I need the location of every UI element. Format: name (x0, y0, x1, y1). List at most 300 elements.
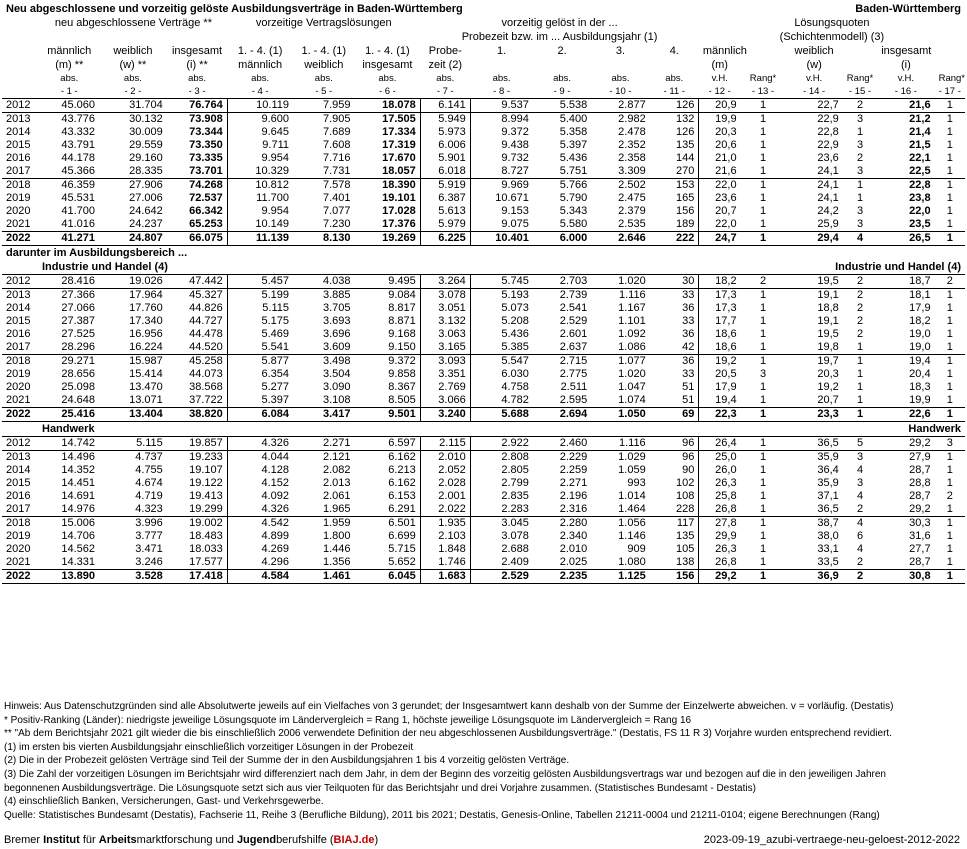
table-row (2, 543, 965, 556)
value-cell: 2.025 (559, 556, 588, 568)
column-header: 1. - 4. (1) (365, 44, 410, 57)
value-cell: 138 (676, 556, 695, 568)
value-cell: 1 (759, 165, 767, 177)
value-cell: 44.520 (189, 341, 223, 353)
column-header: abs. (378, 73, 397, 84)
column-header: (i) ** (186, 58, 208, 71)
value-cell: 33,5 (817, 556, 839, 568)
value-cell: 5.457 (227, 275, 293, 289)
value-cell: 22,6 (877, 408, 934, 422)
value-cell: 2.646 (591, 232, 649, 246)
value-cell: 2.052 (420, 464, 470, 477)
value-cell: 2.529 (559, 315, 588, 327)
value-cell: 30.132 (99, 113, 167, 127)
column-header: - 12 - (708, 86, 731, 97)
value-cell: 9.495 (355, 275, 421, 289)
value-cell: 3.351 (420, 368, 470, 381)
value-cell: 3 (856, 477, 864, 489)
value-cell: 1.029 (591, 451, 649, 465)
table-row (2, 232, 965, 246)
value-cell: 19.107 (189, 464, 223, 476)
column-header: abs. (492, 73, 511, 84)
value-cell: 29,9 (699, 530, 741, 543)
column-header: - 11 - (663, 86, 686, 97)
value-cell: 23,5 (909, 218, 931, 230)
value-cell: 7.401 (323, 192, 351, 204)
value-cell: 1 (741, 113, 786, 127)
value-cell: 9.954 (227, 205, 293, 218)
value-cell: 3.996 (99, 517, 167, 531)
value-cell: 14.976 (61, 503, 95, 515)
column-header: zeit (2) (428, 58, 463, 71)
value-cell: 66.342 (189, 205, 223, 217)
value-cell: 29,2 (877, 437, 934, 451)
value-cell: 22,3 (699, 408, 741, 422)
value-cell: 1 (759, 477, 767, 489)
value-cell: 3.165 (420, 341, 470, 355)
value-cell: 2.541 (559, 302, 588, 314)
value-cell: 1 (946, 530, 953, 542)
value-cell: 19.233 (167, 451, 228, 465)
value-cell: 21,6 (877, 99, 934, 113)
year-cell: 2012 (2, 275, 40, 289)
table-row (2, 179, 965, 193)
value-cell: 2.982 (591, 113, 649, 127)
section-heading-row (2, 260, 965, 275)
value-cell: 3.696 (323, 328, 351, 340)
value-cell: 20,7 (817, 394, 839, 406)
value-cell: 7.905 (293, 113, 355, 127)
value-cell: 5.745 (470, 275, 533, 289)
value-cell: 28.296 (61, 341, 95, 353)
value-cell: 30,8 (877, 570, 934, 584)
value-cell: 73.344 (189, 126, 223, 138)
value-cell: 2.475 (618, 192, 646, 204)
value-cell: 29.271 (40, 355, 99, 369)
value-cell: 1 (741, 355, 786, 369)
value-cell: 4.758 (470, 381, 533, 394)
value-cell: 27.006 (129, 192, 163, 204)
value-cell: 3.528 (99, 570, 167, 584)
value-cell: 4.044 (227, 451, 293, 465)
value-cell: 4 (843, 232, 877, 246)
value-cell: 2.922 (470, 437, 533, 451)
value-cell: 11.139 (227, 232, 293, 246)
value-cell: 5.073 (470, 302, 533, 315)
year-cell: 2020 (6, 205, 31, 217)
value-cell: 1 (759, 530, 767, 542)
value-cell: 2.115 (420, 437, 470, 451)
value-cell: 17,3 (699, 289, 741, 303)
value-cell: 2 (946, 490, 953, 502)
value-cell: 5.397 (227, 394, 293, 408)
value-cell: 19.026 (99, 275, 167, 289)
value-cell: 24.807 (99, 232, 167, 246)
year-cell: 2018 (2, 179, 40, 193)
value-cell: 1 (935, 232, 965, 246)
value-cell: 19,0 (909, 341, 931, 353)
value-cell: 105 (676, 543, 695, 555)
value-cell: 6.354 (227, 368, 293, 381)
value-cell: 76.764 (167, 99, 228, 113)
value-cell: 17.505 (355, 113, 421, 127)
value-cell: 1.116 (591, 437, 649, 451)
value-cell: 165 (676, 192, 695, 204)
value-cell: 38,0 (817, 530, 839, 542)
value-cell: 1.092 (618, 328, 646, 340)
value-cell: 26,3 (699, 477, 741, 490)
year-cell: 2020 (6, 543, 31, 555)
column-header: - 15 - (848, 86, 872, 97)
value-cell: 21,5 (909, 139, 931, 151)
footer-link[interactable]: BIAJ.de (333, 834, 375, 846)
footnote: (4) einschließlich Banken, Versicherungen, Gast- und Verkehrsgewerbe. (4, 796, 324, 808)
section-label: Handwerk (42, 422, 95, 435)
value-cell: 9.645 (227, 126, 293, 139)
value-cell: 4.326 (227, 503, 293, 517)
value-cell: 4.269 (227, 543, 293, 556)
value-cell: 36,4 (817, 464, 839, 476)
value-cell: 1 (856, 126, 864, 138)
value-cell: 44.073 (189, 368, 223, 380)
value-cell: 1 (946, 139, 953, 151)
value-cell: 2 (856, 302, 864, 314)
value-cell: 1 (946, 464, 953, 476)
value-cell: 1 (741, 437, 786, 451)
value-cell: 23,6 (817, 152, 839, 164)
value-cell: 26,5 (877, 232, 934, 246)
value-cell: 28,7 (909, 556, 931, 568)
column-header: - 9 - (553, 86, 571, 97)
year-cell: 2015 (6, 477, 31, 489)
value-cell: 6.597 (355, 437, 421, 451)
column-header: abs. (665, 73, 684, 84)
value-cell: 2.529 (470, 570, 533, 584)
value-cell: 5.541 (227, 341, 293, 355)
value-cell: 19,7 (785, 355, 842, 369)
value-cell: 2.358 (618, 152, 646, 164)
value-cell: 22,8 (817, 126, 839, 138)
section-label-right: Industrie und Handel (4) (835, 260, 961, 273)
year-cell: 2018 (2, 517, 40, 531)
value-cell: 3.693 (323, 315, 351, 327)
footer (4, 833, 964, 847)
value-cell: 2.259 (559, 464, 588, 476)
value-cell: 19,2 (699, 355, 741, 369)
value-cell: 2.715 (533, 355, 591, 369)
value-cell: 8.727 (470, 165, 533, 179)
value-cell: 28.335 (129, 165, 163, 177)
value-cell: 17.028 (382, 205, 416, 217)
value-cell: 2.535 (618, 218, 646, 230)
value-cell: 73.350 (189, 139, 223, 151)
value-cell: 17.670 (382, 152, 416, 164)
column-header (843, 58, 877, 72)
table-row (2, 477, 965, 490)
table-row (2, 437, 965, 451)
header-spacer (2, 72, 40, 85)
year-cell: 2013 (2, 451, 40, 465)
value-cell: 3.051 (420, 302, 470, 315)
value-cell: 6.213 (388, 464, 416, 476)
value-cell: 1.965 (323, 503, 351, 515)
table-row (2, 152, 965, 165)
column-header: (w) ** (119, 58, 147, 71)
value-cell: 21,4 (909, 126, 931, 138)
footnote: Hinweis: Aus Datenschutzgründen sind alle Absolutwerte jeweils auf ein Vielfaches von 3 gerundet; der Insgesamtwert kann deshalb von der Summe der Einzelwerte abweichen. v = vorläufig. (Destatis) (4, 701, 894, 712)
year-cell: 2021 (6, 394, 31, 406)
column-header: (m) (711, 58, 728, 71)
value-cell: 993 (627, 477, 646, 489)
value-cell: 1.050 (591, 408, 649, 422)
value-cell: 1.848 (420, 543, 470, 556)
value-cell: 5.199 (227, 289, 293, 303)
column-header: insgesamt (171, 44, 223, 57)
value-cell: 1.086 (618, 341, 646, 353)
column-header (935, 44, 965, 58)
column-header: abs. (611, 73, 630, 84)
value-cell: 37.722 (189, 394, 223, 406)
value-cell: 22,0 (699, 179, 741, 193)
value-cell: 1.800 (323, 530, 351, 542)
value-cell: 3 (856, 165, 864, 177)
column-header: - 2 - (124, 86, 142, 97)
value-cell: 19,5 (785, 275, 842, 289)
value-cell: 222 (650, 232, 699, 246)
table-row (2, 556, 965, 570)
value-cell: 2 (843, 570, 877, 584)
value-cell: 28,8 (909, 477, 931, 489)
table-row (2, 99, 965, 113)
subheading-row (2, 246, 965, 261)
value-cell: 2 (741, 275, 786, 289)
value-cell: 1 (741, 451, 786, 465)
value-cell: 19.299 (189, 503, 223, 515)
value-cell: 45.060 (40, 99, 99, 113)
value-cell: 27.066 (61, 302, 95, 314)
value-cell: 9.372 (470, 126, 533, 139)
value-cell: 9.075 (470, 218, 533, 232)
value-cell: 228 (676, 503, 695, 515)
value-cell: 22,0 (909, 205, 931, 217)
value-cell: 3 (759, 368, 767, 380)
value-cell: 1 (759, 490, 767, 502)
value-cell: 1.683 (420, 570, 470, 584)
value-cell: 2 (856, 315, 864, 327)
table-row (2, 503, 965, 517)
value-cell: 90 (682, 464, 695, 476)
value-cell: 37,1 (817, 490, 839, 502)
value-cell: 1 (759, 328, 767, 340)
value-cell: 909 (627, 543, 646, 555)
darunter-label: darunter im Ausbildungsbereich ... (6, 246, 188, 259)
value-cell: 47.442 (167, 275, 228, 289)
value-cell: 22,7 (785, 99, 842, 113)
value-cell: 4 (856, 464, 864, 476)
value-cell: 132 (650, 113, 699, 127)
value-cell: 9.150 (388, 341, 416, 353)
value-cell: 1 (856, 341, 864, 353)
value-cell: 1 (856, 394, 864, 406)
value-cell: 5.358 (559, 126, 588, 138)
value-cell: 1.167 (618, 302, 646, 314)
column-header: weiblich (304, 58, 344, 71)
data-table (2, 2, 965, 584)
column-header: - 13 - (751, 86, 775, 97)
value-cell: 1 (759, 556, 767, 568)
footer-org-part: berufshilfe ( (276, 834, 334, 846)
value-cell: 3 (843, 113, 877, 127)
value-cell: 27,8 (699, 517, 741, 531)
value-cell: 4.542 (227, 517, 293, 531)
value-cell: 2.010 (420, 451, 470, 465)
value-cell: 2 (843, 289, 877, 303)
value-cell: 6.162 (388, 477, 416, 489)
value-cell: 1 (946, 152, 953, 164)
value-cell: 19,8 (817, 341, 839, 353)
column-header: Rang* (846, 73, 874, 84)
section-heading-row (2, 422, 965, 437)
value-cell: 5.901 (420, 152, 470, 165)
value-cell: 27.906 (99, 179, 167, 193)
value-cell: 18.390 (355, 179, 421, 193)
value-cell: 7.578 (293, 179, 355, 193)
value-cell: 3 (935, 437, 965, 451)
value-cell: 1 (946, 503, 953, 515)
year-cell: 2013 (2, 113, 40, 127)
value-cell: 19.413 (189, 490, 223, 502)
value-cell: 1.461 (293, 570, 355, 584)
value-cell: 18,3 (909, 381, 931, 393)
value-cell: 4.038 (293, 275, 355, 289)
value-cell: 1.014 (618, 490, 646, 502)
table-row (2, 355, 965, 369)
value-cell: 1.056 (591, 517, 649, 531)
value-cell: 1 (741, 99, 786, 113)
footnote: (1) im ersten bis vierten Ausbildungsjahr einschließlich vorzeitiger Lösungen in der Probezeit (4, 741, 414, 753)
value-cell: 18.078 (355, 99, 421, 113)
value-cell: 6.084 (227, 408, 293, 422)
value-cell: 21,2 (877, 113, 934, 127)
table-row (2, 315, 965, 328)
value-cell: 2.283 (470, 503, 533, 517)
value-cell: 2.478 (618, 126, 646, 138)
value-cell: 10.329 (227, 165, 293, 179)
value-cell: 29.160 (129, 152, 163, 164)
value-cell: 2.511 (560, 381, 588, 393)
value-cell: 5.115 (99, 437, 167, 451)
value-cell: 8.871 (388, 315, 416, 327)
column-header: (i) (901, 58, 911, 71)
value-cell: 3.417 (293, 408, 355, 422)
value-cell: 5.400 (533, 113, 591, 127)
value-cell: 66.075 (167, 232, 228, 246)
value-cell: 1 (946, 328, 953, 340)
value-cell: 156 (650, 570, 699, 584)
column-header: Rang* (938, 73, 965, 84)
value-cell: 2.280 (533, 517, 591, 531)
value-cell: 2.229 (533, 451, 591, 465)
footer-org (4, 834, 378, 846)
value-cell: 72.537 (189, 192, 223, 204)
value-cell: 41.016 (61, 218, 95, 230)
value-cell: 73.908 (167, 113, 228, 127)
column-header: abs. (60, 73, 79, 84)
value-cell: 96 (650, 451, 699, 465)
value-cell: 5.193 (470, 289, 533, 303)
header-group-quotas-a: Lösungsquoten (794, 16, 870, 29)
value-cell: 1 (935, 289, 965, 303)
year-cell: 2012 (2, 99, 40, 113)
column-header: männlich (702, 44, 747, 57)
value-cell: 1.101 (618, 315, 646, 327)
column-header: weiblich (113, 44, 153, 57)
header-spacer (2, 58, 40, 72)
value-cell: 6.045 (355, 570, 421, 584)
value-cell: 1 (946, 368, 953, 380)
value-cell: 23,3 (785, 408, 842, 422)
value-cell: 22,9 (817, 139, 839, 151)
value-cell: 9.732 (470, 152, 533, 165)
column-header: 1. - 4. (1) (301, 44, 347, 57)
column-header: abs. (123, 73, 142, 84)
value-cell: 18,8 (817, 302, 839, 314)
value-cell: 28.416 (40, 275, 99, 289)
value-cell: 41.271 (40, 232, 99, 246)
value-cell: 5.208 (470, 315, 533, 328)
table-row (2, 275, 965, 289)
value-cell: 14.352 (61, 464, 95, 476)
value-cell: 24.237 (129, 218, 163, 230)
value-cell: 19,1 (785, 289, 842, 303)
value-cell: 14.562 (61, 543, 95, 555)
value-cell: 3.093 (420, 355, 470, 369)
value-cell: 4 (856, 490, 864, 502)
footnote: (3) Die Zahl der vorzeitigen Lösungen im Berichtsjahr wird differenziert nach dem Jahr, in dem der Beginn des vorzeitig gelösten Ausbildungsvertrags war und bezogen auf die in den jeweiligen Jahren (4, 768, 886, 780)
value-cell: 10.671 (470, 192, 533, 205)
value-cell: 65.253 (189, 218, 223, 230)
value-cell: 36 (682, 302, 695, 314)
value-cell: 1 (935, 99, 965, 113)
year-cell: 2017 (6, 341, 31, 353)
column-header (741, 58, 786, 72)
table-row (2, 165, 965, 179)
value-cell: 14.691 (61, 490, 95, 502)
value-cell: 8.505 (388, 394, 416, 406)
value-cell: 2.409 (470, 556, 533, 570)
value-cell: 2.271 (293, 437, 355, 451)
value-cell: 24,7 (699, 232, 741, 246)
value-cell: 5.613 (420, 205, 470, 218)
footnote: begonnenen Ausbildungsverträge. Die Lösungsquote setzt sich aus vier Teilquoten für das Berichtsjahr und drei Vorjahre zusammen. (Statistisches Bundesamt - Destatis) (4, 782, 756, 794)
value-cell: 24,1 (817, 192, 839, 204)
column-header (591, 58, 649, 72)
table-row (2, 464, 965, 477)
value-cell: 2.022 (420, 503, 470, 517)
value-cell: 1 (946, 315, 953, 327)
value-cell: 1 (935, 355, 965, 369)
value-cell: 7.959 (293, 99, 355, 113)
value-cell: 74.268 (167, 179, 228, 193)
value-cell: 2.379 (618, 205, 646, 217)
column-header: insgesamt (881, 44, 932, 57)
value-cell: 3.066 (420, 394, 470, 408)
value-cell: 1 (946, 126, 953, 138)
value-cell: 24.648 (61, 394, 95, 406)
value-cell: 3.078 (420, 289, 470, 303)
value-cell: 30.009 (129, 126, 163, 138)
value-cell: 27,7 (909, 543, 931, 555)
